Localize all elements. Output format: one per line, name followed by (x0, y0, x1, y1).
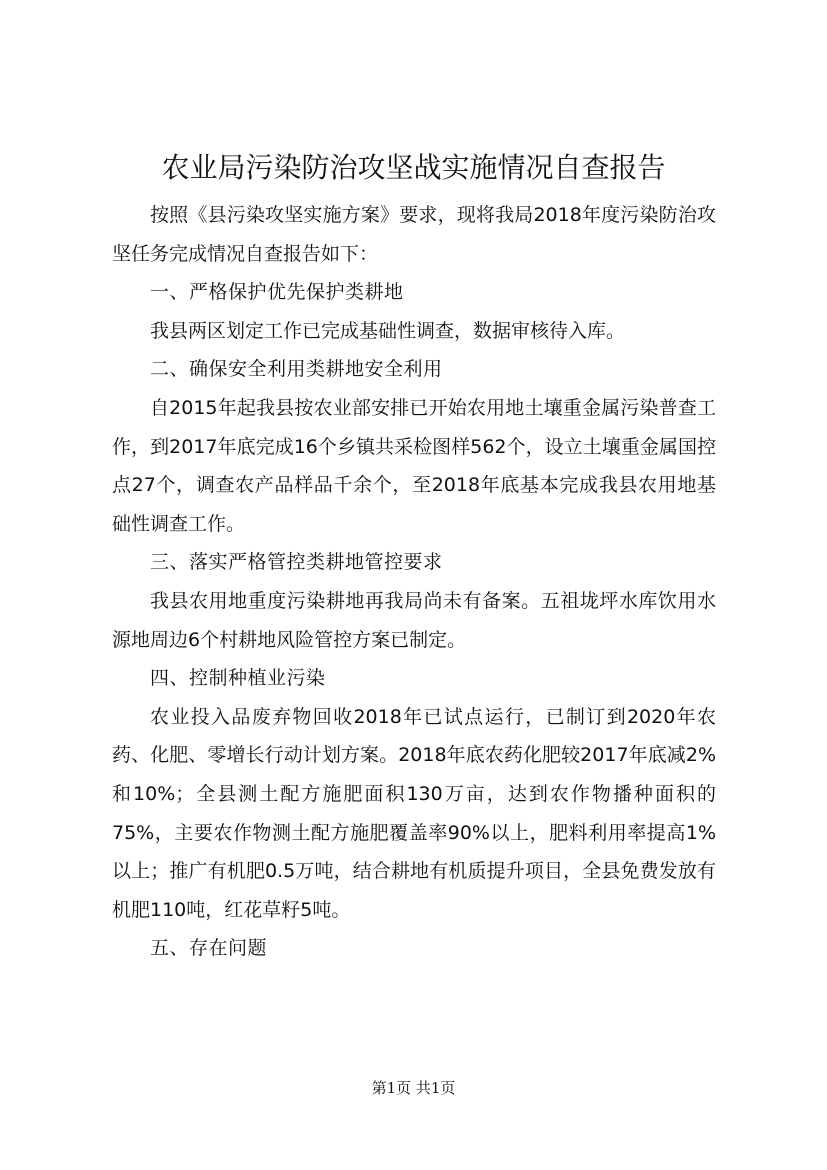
section-heading-3: 三、落实严格管控类耕地管控要求 (150, 551, 443, 574)
section-paragraph-4: 农业投入品废弃物回收2018年已试点运行，已制订到2020年农药、化肥、零增长行动计划方案。2018年底农药化肥较2017年底减2%和10%；全县测土配方施肥面积130万亩，达到农作物播种面积的75%，主要农作物测土配方施肥覆盖率90%以上，肥料利用率提高1%以上；推广有机肥0.5万吨，结合耕地有机质提升项目，全县免费发放有机肥110吨，红花草籽5吨。 (112, 705, 716, 921)
intro-paragraph: 按照《县污染攻坚实施方案》要求，现将我局2018年度污染防治攻坚任务完成情况自查报告如下： (112, 204, 716, 265)
section-paragraph-2: 自2015年起我县按农业部安排已开始农用地土壤重金属污染普查工作，到2017年底完成16个乡镇共采检图样562个，设立土壤重金属国控点27个，调查农产品样品千余个，至2018年底基本完成我县农用地基础性调查工作。 (112, 396, 716, 535)
page-footer: 第1页 共1页 (371, 1079, 456, 1097)
section-heading-2: 二、确保安全利用类耕地安全利用 (150, 358, 443, 381)
section-heading-5: 五、存在问题 (150, 937, 268, 960)
section-paragraph-3: 我县农用地重度污染耕地再我局尚未有备案。五祖垅坪水库饮用水源地周边6个村耕地风险管控方案已制定。 (112, 589, 716, 651)
section-paragraph-1: 我县两区划定工作已完成基础性调查，数据审核待入库。 (150, 319, 626, 342)
section-heading-1: 一、严格保护优先保护类耕地 (150, 281, 404, 304)
document-title: 农业局污染防治攻坚战实施情况自查报告 (161, 151, 666, 184)
document-body (112, 196, 716, 968)
section-heading-4: 四、控制种植业污染 (150, 667, 326, 690)
